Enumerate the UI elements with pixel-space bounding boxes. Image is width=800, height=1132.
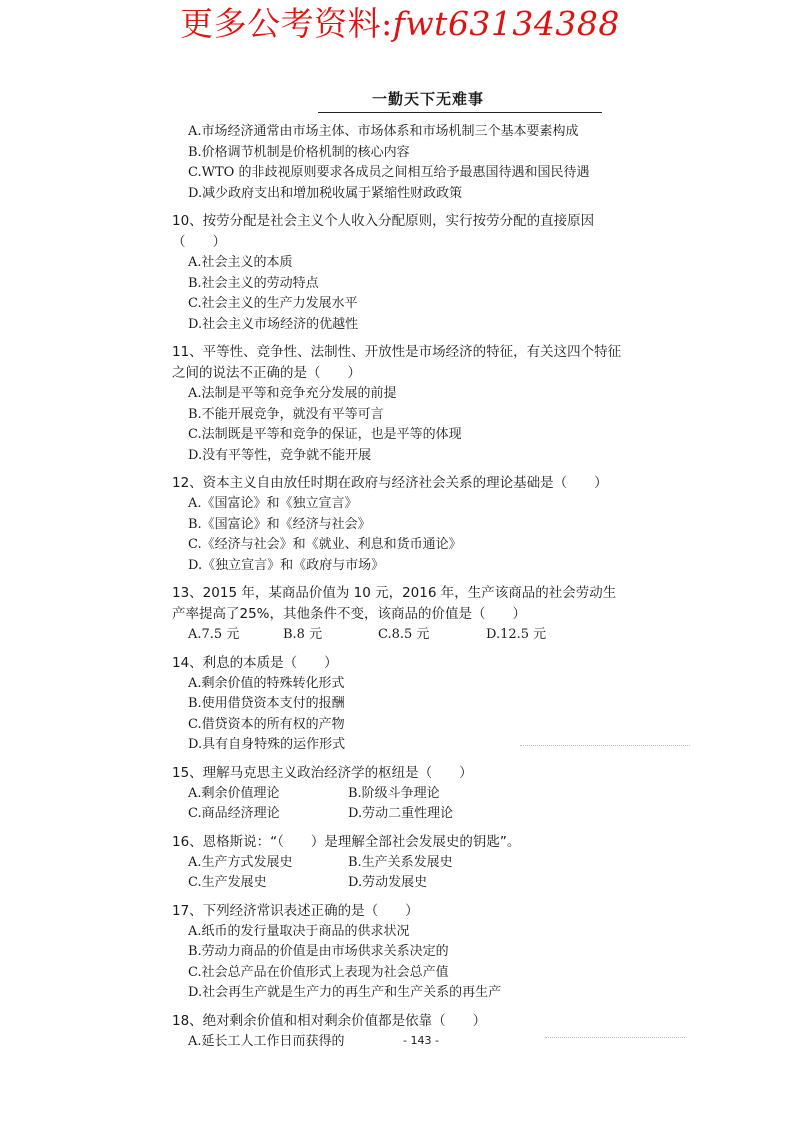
option-b: B.《国富论》和《经济与社会》 <box>188 516 371 532</box>
question-stem: 18、绝对剩余价值和相对剩余价值都是依靠（ ） <box>172 1012 487 1029</box>
option-a: A.《国富论》和《独立宣言》 <box>188 496 358 511</box>
option-a: A.法制是平等和竞争充分发展的前提 <box>188 386 397 401</box>
option-b: B.8 元 <box>283 627 323 642</box>
option-c: C.社会主义的生产力发展水平 <box>188 296 358 311</box>
option-b: B.不能开展竞争，就没有平等可言 <box>188 406 384 422</box>
options-row <box>172 625 622 646</box>
option-c: C.借贷资本的所有权的产物 <box>188 716 345 732</box>
option-c: C.法制既是平等和竞争的保证，也是平等的体现 <box>188 427 462 442</box>
scan-artifact <box>520 745 690 746</box>
page-number: - 143 - <box>403 1034 439 1047</box>
header-rule <box>318 112 602 113</box>
option-a: A.纸币的发行量取决于商品的供求状况 <box>188 923 410 939</box>
question-stem: 17、下列经济常识表述正确的是（ ） <box>172 902 419 919</box>
page-content <box>172 122 622 1052</box>
banner-text: 更多公考资料: <box>180 4 393 43</box>
question-stem: 12、资本主义自由放任时期在政府与经济社会关系的理论基础是（ ） <box>172 475 608 491</box>
option-b: B.价格调节机制是价格机制的核心内容 <box>188 144 410 160</box>
continuation-options <box>172 122 622 204</box>
option-d: D.具有自身特殊的运作形式 <box>188 737 346 752</box>
options-row <box>172 853 622 874</box>
option-d: D.《独立宣言》和《政府与市场》 <box>188 557 385 573</box>
question-stem: 15、理解马克思主义政治经济学的枢纽是（ ） <box>172 764 473 781</box>
option-a: A.7.5 元 <box>188 627 240 642</box>
promo-banner <box>0 2 800 46</box>
question-11 <box>172 342 622 466</box>
option-c: C.商品经济理论 <box>188 806 280 821</box>
banner-code: fwt63134388 <box>392 4 620 43</box>
question-stem: 10、按劳分配是社会主义个人收入分配原则，实行按劳分配的直接原因（ ） <box>172 213 595 250</box>
question-stem: 14、利息的本质是（ ） <box>172 654 338 671</box>
question-15 <box>172 763 622 825</box>
options-row <box>172 873 622 894</box>
option-c: C.WTO 的非歧视原则要求各成员之间相互给予最惠国待遇和国民待遇 <box>188 165 590 180</box>
option-d: D.12.5 元 <box>486 627 547 642</box>
question-12 <box>172 473 622 576</box>
option-b: B.阶级斗争理论 <box>348 785 440 801</box>
option-d: D.劳动二重性理论 <box>348 806 454 821</box>
question-stem: 13、2015 年，某商品价值为 10 元，2016 年，生产该商品的社会劳动生产率提高了25%，其他条件不变，该商品的价值是（ ） <box>172 585 617 622</box>
option-d: D.减少政府支出和增加税收属于紧缩性财政政策 <box>188 185 463 201</box>
question-18 <box>172 1011 622 1053</box>
scan-artifact <box>545 1037 685 1038</box>
option-b: B.社会主义的劳动特点 <box>188 275 319 291</box>
option-a: A.延长工人工作日而获得的 <box>188 1033 345 1049</box>
option-c: C.《经济与社会》和《就业、利息和货币通论》 <box>188 537 462 552</box>
question-stem: 11、平等性、竞争性、法制性、开放性是市场经济的特征，有关这四个特征之间的说法不正确的是（ ） <box>172 344 622 381</box>
option-c: C.8.5 元 <box>378 627 430 642</box>
question-17 <box>172 901 622 1004</box>
question-stem: 16、恩格斯说：“（ ）是理解全部社会发展史的钥匙”。 <box>172 833 521 850</box>
running-head: 一勤天下无难事 <box>372 90 485 108</box>
question-10 <box>172 211 622 335</box>
option-c: C.社会总产品在价值形式上表现为社会总产值 <box>188 964 449 980</box>
question-13 <box>172 583 622 646</box>
option-a: A.市场经济通常由市场主体、市场体系和市场机制三个基本要素构成 <box>188 124 579 139</box>
option-c: C.生产发展史 <box>188 875 267 890</box>
option-d: D.没有平等性，竞争就不能开展 <box>188 447 372 463</box>
question-16 <box>172 832 622 894</box>
option-d: D.社会再生产就是生产力的再生产和生产关系的再生产 <box>188 985 502 1000</box>
option-d: D.社会主义市场经济的优越性 <box>188 316 359 332</box>
options-row <box>172 784 622 805</box>
option-b: B.生产关系发展史 <box>348 854 453 870</box>
option-a: A.剩余价值理论 <box>188 785 280 801</box>
options-row <box>172 804 622 825</box>
question-14 <box>172 653 622 756</box>
option-d: D.劳动发展史 <box>348 875 428 890</box>
option-a: A.社会主义的本质 <box>188 255 293 270</box>
option-a: A.剩余价值的特殊转化形式 <box>188 675 345 691</box>
option-b: B.劳动力商品的价值是由市场供求关系决定的 <box>188 944 449 959</box>
option-a: A.生产方式发展史 <box>188 854 293 870</box>
option-b: B.使用借贷资本支付的报酬 <box>188 696 345 711</box>
